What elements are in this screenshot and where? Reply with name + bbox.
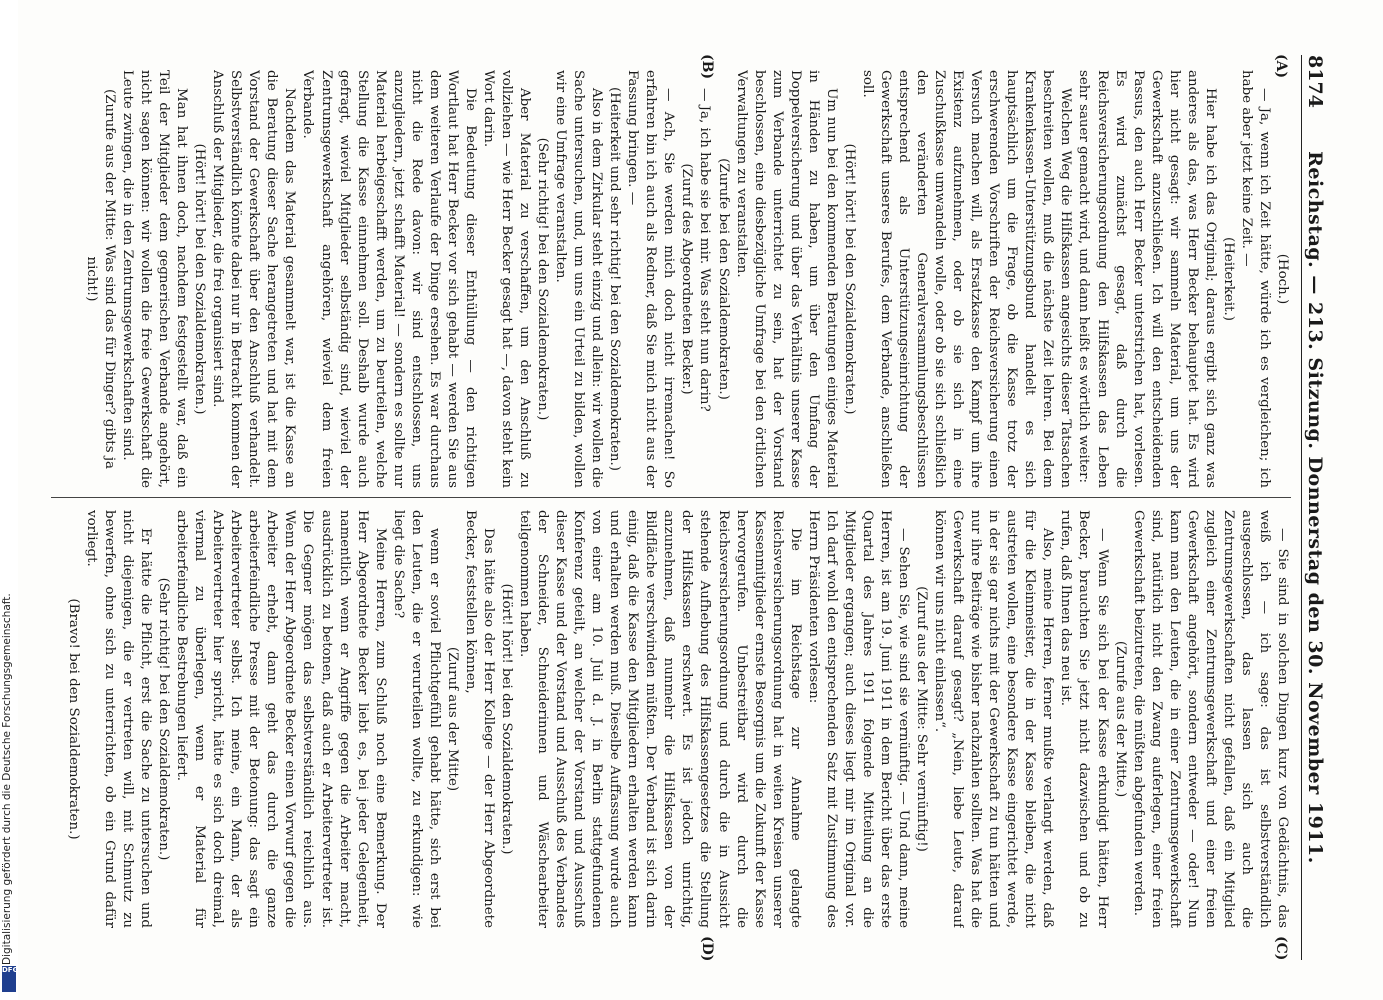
dfg-logo: DFG xyxy=(2,966,16,992)
left-paragraph: — Ja, ich habe sie bei mir. Was steht nun darin? xyxy=(697,88,713,412)
digitization-sidebar xyxy=(0,0,18,1000)
right-interjection: (Zuruf aus der Mitte) xyxy=(444,646,460,792)
right-paragraph: wenn er soviel Pflichtgefühl gehabt hätte, sich erst bei den Leuten, die er verurteilen wollte, zu erkundigen: wie liegt die Sache? xyxy=(390,510,442,928)
right-paragraph: Das hätte also der Herr Kollege — der Herr Abgeordnete Becker, feststellen können, xyxy=(462,510,496,928)
left-paragraph: Die Bedeutung dieser Enthüllung — den richtigen Wortlaut hat Herr Becker vor sich gehabt — werden Sie aus dem weiteren Verlaufe der Dinge ersehen. Es war durchaus nicht die Rede davon: wir sind entschlossen, uns anzugliedern, jetzt schafft Material! — sondern es sollte nur Material herbeigeschafft werden, um zu beurteilen, welche Stellung die Kasse einnehmen soll. Deshalb wurde auch gefragt, wieviel Mitglieder selbständig sind, wieviel der Zentrumsgewerkschaft angehören, wieviel dem freien Verbande. xyxy=(300,70,478,488)
right-interjection: (Bravo! bei den Sozialdemokraten.) xyxy=(65,598,81,840)
left-interjection: (Sehr richtig! bei den Sozialdemokraten.) xyxy=(535,137,551,421)
right-paragraph: — Sehen Sie, wie sind sie vernünftig. — Und dann, meine Herren, ist am 19. Juni 1911 in dem Bericht über das erste Quartal des Jahres 1911 folgende Mitteilung an die Mitglieder ergangen; auch dieses liegt mir im Original vor. Ich darf wohl den entsprechenden Satz mit Zustimmung des Herrn Präsidenten vorlesen: xyxy=(805,510,912,928)
left-interjection: (Zurufe aus der Mitte: Was sind das für Dinger? gibts ja nicht!) xyxy=(83,89,117,469)
digitization-credit: Digitalisierung gefördert durch die Deutsche Forschungsgemeinschaft. xyxy=(1,593,13,965)
margin-letter-a: (A) xyxy=(1273,54,1289,79)
left-interjection: (Hört! hört! bei den Sozialdemokraten.) xyxy=(841,143,857,415)
left-paragraph: Welchen Weg die Hilfskassen angesichts dieser Tatsachen beschreiten wollen, muß die nächste Zeit lehren. Bei dem Krankenkassen-Unterstützungsbund handelt es sich hauptsächlich um die Frage, ob die Kasse trotz der erschwerenden Vorschriften der Reichsversicherung einen Versuch machen will, als Ersatzkasse den Kampf um ihre Existenz aufzunehmen, oder ob sie sich in eine Zuschußkasse umwandeln wolle, oder ob sie sich schließlich den veränderten Generalversammlungsbeschlüssen entsprechend als Unterstützungseinrichtung der Gewerkschaft unseres Berufes, dem Verbande, anschließen soll. xyxy=(859,70,1074,488)
page-title: Reichstag. — 213. Sitzung. Donnerstag den 30. November 1911. xyxy=(1304,151,1326,864)
right-paragraph: Also, meine Herren, ferner mußte verlangt werden, daß für die Kleinmeister, die in der Kasse bleiben, die nicht austreten wollen, eine besondere Kasse eingerichtet werde, in der sie gar nichts mit der Gewerkschaft zu tun hätten und nur ihre Beiträge wie bisher nachzahlen sollten. Was hat die Gewerkschaft darauf gesagt? „Nein, liebe Leute, darauf können wir uns nicht einlassen“. xyxy=(932,510,1056,928)
left-interjection: (Hoch.) xyxy=(1275,253,1290,305)
left-text-column xyxy=(21,70,1291,488)
right-interjection: (Zuruf aus der Mitte: Sehr vernünftig!) xyxy=(914,586,930,852)
right-interjection: (Zurufe aus der Mitte.) xyxy=(1112,640,1128,798)
margin-letter-c: (C) xyxy=(1273,936,1289,961)
left-paragraph: Hier habe ich das Original; daraus ergibt sich ganz was anderes als das, was Herr Becker behauptet hat. Es wird hier nicht gesagt: wir sammeln Material, um uns der Gewerkschaft anzuschließen. Ich will den entscheidenden Passus, den auch Herr Becker unterstrichen hat, vorlesen. Es wird zunächst gesagt, daß durch die Reichsversicherungsordnung den Hilfskassen das Leben sehr sauer gemacht wird, und dann heißt es wörtlich weiter: xyxy=(1076,70,1218,488)
left-interjection: (Hört! hört! bei den Sozialdemokraten.) xyxy=(192,143,208,415)
page-number: 8174 xyxy=(1304,55,1326,108)
left-paragraph: Aber Material zu verschaffen, um den Anschluß zu vollziehen — wie Herr Becker gesagt hat —, davon steht kein Wort darin. xyxy=(480,70,533,488)
left-paragraph: Man hat ihnen doch, nachdem festgestellt war, daß ein Teil der Mitglieder dem gegnerischen Verbande angehört, nicht sagen können: wir wollen die freie Gewerkschaft die Leute zwingen, die in den Zentrumsgewerkschaften sind. xyxy=(120,70,190,488)
right-paragraph: — Wenn Sie sich bei der Kasse erkundigt hätten, Herr Becker, brauchten Sie jetzt nicht dazwischen und ob zu rufen, daß Ihnen das neu ist. xyxy=(1058,510,1110,928)
right-paragraph: Die im Reichstage zur Annahme gelangte Reichsversicherungsordnung hat in weiten Kreisen unserer Kassenmitglieder ernste Besorgnis um die Zukunft der Kasse hervorgerufen. Unbestreitbar wird durch die Reichsversicherungsordnung und durch die in Aussicht stehende Aufhebung des Hilfskassengesetzes die Stellung der Hilfskassen erschwert. Es ist jedoch unrichtig, anzunehmen, daß nunmehr die Hilfskassen von der Bildfläche verschwinden müßten. Der Verband ist sich darin einig, daß die Kasse den Mitgliedern erhalten werden kann und erhalten werden muß. Dieselbe Auffassung wurde auch von einer am 10. Juli d. J. in Berlin stattgefundenen Konferenz geteilt, an welcher der Vorstand und Ausschuß dieser Kasse und der Vorstand und Ausschuß des Verbandes der Schneider, Schneiderinnen und Wäschearbeiter teilgenommen haben. xyxy=(517,510,803,928)
page-header xyxy=(1301,55,1328,960)
left-paragraph: Nachdem das Material gesammelt war, ist die Kasse an die Beratung dieser Sache herangetreten und hat mit dem Vorstand der Gewerkschaft über den Anschluß verhandelt. Selbstverständlich könnte dabei nur in Betracht kommen der Anschluß der Mitglieder, die frei organisiert sind. xyxy=(210,70,298,488)
right-interjection: (Sehr richtig! bei den Sozialdemokraten.) xyxy=(156,577,172,861)
column-divider xyxy=(51,497,1291,498)
right-interjection: (Hört! hört! bei den Sozialdemokraten.) xyxy=(498,583,514,855)
right-paragraph: — Sie sind in solchen Dingen kurz von Gedächtnis, das weiß ich — ich sage: das ist selbstverständlich ausgeschlossen, das lassen sich auch die Zentrumsgewerkschaften nicht gefallen, daß ein Mitglied zugleich einer Zentrumsgewerkschaft und einer freien Gewerkschaft angehört, sondern entweder — oder! Nun kann man den Leuten, die in einer Zentrumsgewerkschaft sind, natürlich nicht den Zwang auferlegen, einer freien Gewerkschaft beizutreten, die müßten abgefunden werden. xyxy=(1130,510,1290,928)
left-interjection: (Heiterkeit.) xyxy=(1220,237,1236,321)
right-paragraph: Er hätte die Pflicht, erst die Sache zu untersuchen und nicht diejenigen, die er vertreten will, mit Schmutz zu bewerfen, ohne sich zu unterrichten, ob ein Grund dafür vorliegt. xyxy=(83,510,154,928)
left-paragraph: — Ja, wenn ich Zeit hätte, würde ich es vergleichen; ich habe aber jetzt keine Zeit. — xyxy=(1238,70,1272,488)
left-interjection: (Zuruf des Abgeordneten Becker.) xyxy=(679,163,695,395)
left-paragraph: — Ach, Sie werden mich doch nicht irremachen! So erfahren bin ich auch als Redner, daß Sie mich nicht aus der Fassung bringen. — xyxy=(625,70,677,488)
left-interjection: (Zurufe bei den Sozialdemokraten.) xyxy=(715,158,731,400)
margin-letter-d: (D) xyxy=(699,936,715,962)
right-paragraph: Meine Herren, zum Schluß noch eine Bemerkung. Der Herr Abgeordnete Becker liebt es, bei jeder Gelegenheit, namentlich wenn er Angriffe gegen die Arbeiter macht, ausdrücklich zu betonen, daß auch er Arbeitervertreter ist. Die Gegner mögen das selbstverständlich reichlich aus. Wenn der Herr Abgeordnete Becker einen Vorwurf gegen die Arbeiter erhebt, dann geht das durch die ganze arbeiterfeindliche Presse mit der Betonung: das sagt ein Arbeitervertreter selbst. Ich meine, ein Mann, der als Arbeitervertreter hier spricht, hätte es sich doch dreimal, viermal zu überlegen, wenn er Material für arbeiterfeindliche Bestrebungen liefert. xyxy=(174,510,388,928)
margin-letter-b: (B) xyxy=(699,54,715,80)
left-paragraph: Um nun bei den kommenden Beratungen einiges Material in Händen zu haben, um über den Umfang der Doppelversicherung und über das Verhältnis unserer Kasse zum Verbande unterrichtet zu sein, hat der Vorstand beschlossen, eine diesbezügliche Umfrage bei den örtlichen Verwaltungen zu veranstalten. xyxy=(733,70,839,488)
left-paragraph: Also in dem Zirkular steht einzig und allein: wir wollen die Sache untersuchen, und, um uns ein Urteil zu bilden, wollen wir eine Umfrage veranstalten. xyxy=(553,70,605,488)
left-interjection: (Heiterkeit und sehr richtig! bei den Sozialdemokraten.) xyxy=(607,86,623,472)
right-text-column xyxy=(21,510,1291,928)
